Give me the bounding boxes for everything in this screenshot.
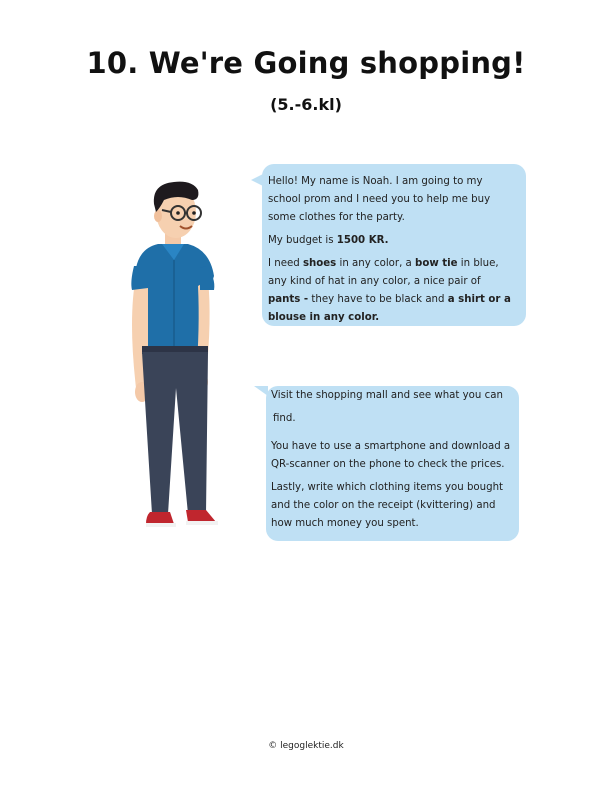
speech-bubble-intro [262,164,526,326]
find-text: find. [273,413,296,424]
speech-bubble-instructions [266,386,519,541]
receipt-text: Lastly, write which clothing items you bought and the color on the receipt (kvittering) and how much money you spent. [271,482,504,529]
copyright-footer: © legoglektie.dk [268,741,344,751]
budget-text: My budget is 1500 KR. [268,235,389,246]
intro-text: Hello! My name is Noah. I am going to my school prom and I need you to help me buy some clothes for the party. [268,176,491,223]
needs-text: I need shoes in any color, a bow tie in blue, any kind of hat in any color, a nice pair of pants - they have to be black and a shirt or a blouse in any color. [268,258,511,323]
item-shoes: shoes [302,258,337,269]
item-pants: pants - [268,294,309,305]
item-shirt-blouse: a shirt or a blouse in any color. [268,294,511,323]
visit-text: Visit the shopping mall and see what you can [271,390,503,401]
page-title: 10. We're Going shopping! [86,46,526,80]
budget-amount: 1500 KR. [336,235,389,246]
noah-character-illustration [118,178,228,538]
speech-bubble-tail [254,386,268,396]
speech-bubble-tail [251,174,263,186]
phone-text: You have to use a smartphone and download a QR-scanner on the phone to check the prices. [271,441,511,470]
item-bow-tie: bow tie [415,258,458,269]
grade-subtitle: (5.-6.kl) [270,95,342,114]
